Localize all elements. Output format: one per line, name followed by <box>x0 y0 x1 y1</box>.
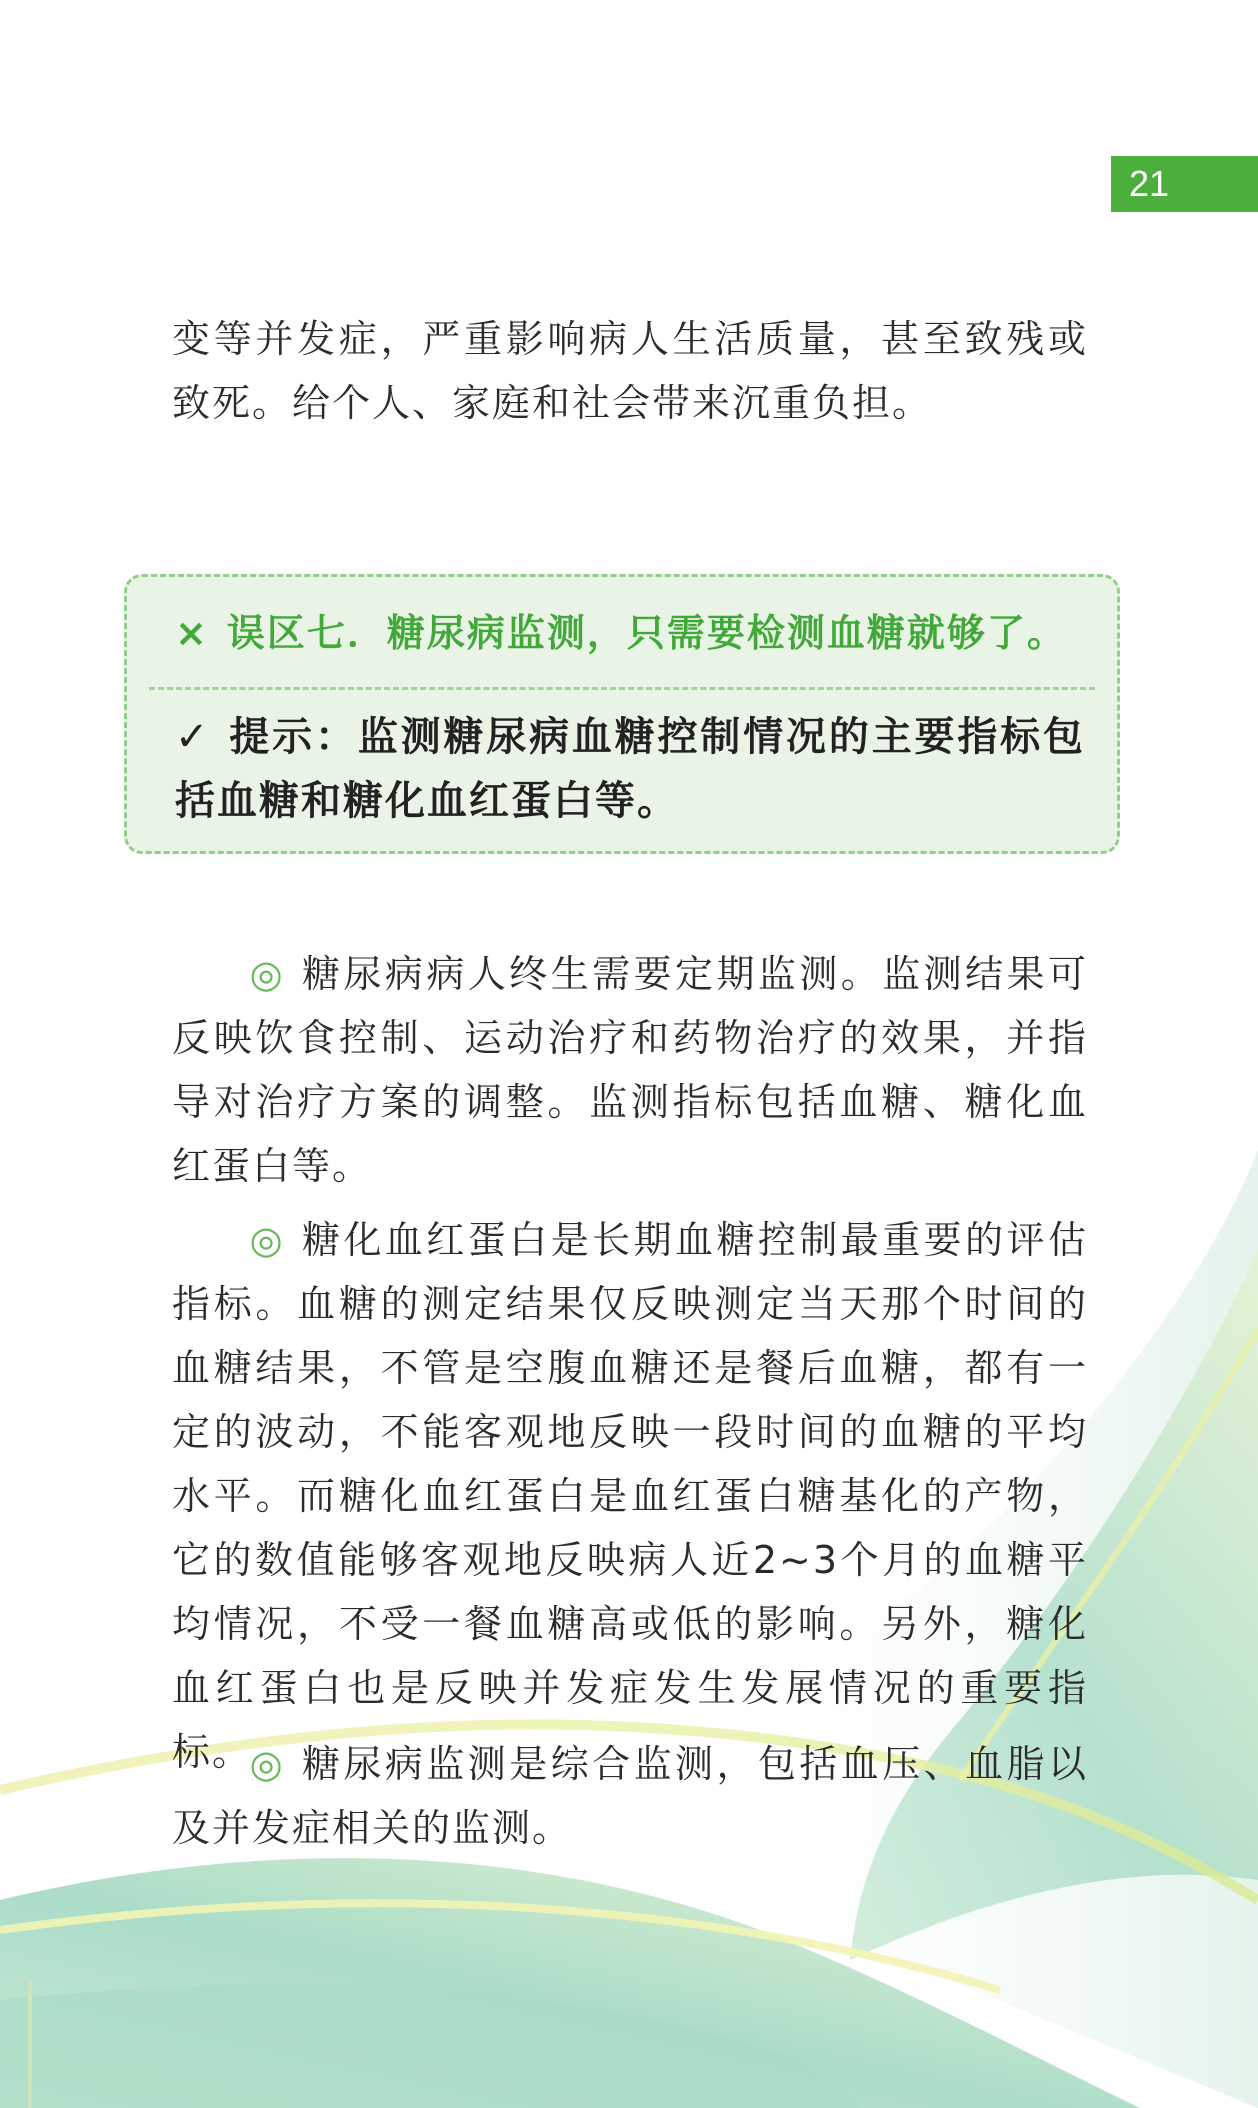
check-mark-icon: ✓ <box>175 714 212 760</box>
callout-divider <box>149 687 1095 690</box>
myth-text: 误区七．糖尿病监测，只需要检测血糖就够了。 <box>226 611 1067 655</box>
tip-text-block <box>175 705 1085 833</box>
circle-bullet-icon: ◎ <box>248 1218 287 1262</box>
body-paragraph-3 <box>172 1732 1088 1860</box>
body-paragraph-1 <box>172 942 1088 1198</box>
circle-bullet-icon: ◎ <box>248 1742 287 1786</box>
paragraph-text: 糖尿病病人终生需要定期监测。监测结果可反映饮食控制、运动治疗和药物治疗的效果，并指导对治疗方案的调整。监测指标包括血糖、糖化血红蛋白等。 <box>172 952 1088 1188</box>
paragraph-text: 糖尿病监测是综合监测，包括血压、血脂以及并发症相关的监测。 <box>172 1742 1088 1850</box>
tip-text: 提示：监测糖尿病血糖控制情况的主要指标包括血糖和糖化血红蛋白等。 <box>175 714 1086 824</box>
myth-callout-box <box>124 574 1120 854</box>
body-paragraph-2 <box>172 1208 1088 1784</box>
intro-paragraph: 变等并发症，严重影响病人生活质量，甚至致残或致死。给个人、家庭和社会带来沉重负担。 <box>172 317 1088 425</box>
page-number: 21 <box>1111 156 1258 212</box>
myth-heading <box>175 601 1075 665</box>
cross-mark-icon: × <box>175 611 209 655</box>
paragraph-text: 糖化血红蛋白是长期血糖控制最重要的评估指标。血糖的测定结果仅反映测定当天那个时间的血糖结果，不管是空腹血糖还是餐后血糖，都有一定的波动，不能客观地反映一段时间的血糖的平均水平。而糖化血红蛋白是血红蛋白糖基化的产物，它的数值能够客观地反映病人近2~3个月的血糖平均情况，不受一餐血糖高或低的影响。另外，糖化血红蛋白也是反映并发症发生发展情况的重要指标。 <box>172 1218 1088 1774</box>
circle-bullet-icon: ◎ <box>248 952 287 996</box>
